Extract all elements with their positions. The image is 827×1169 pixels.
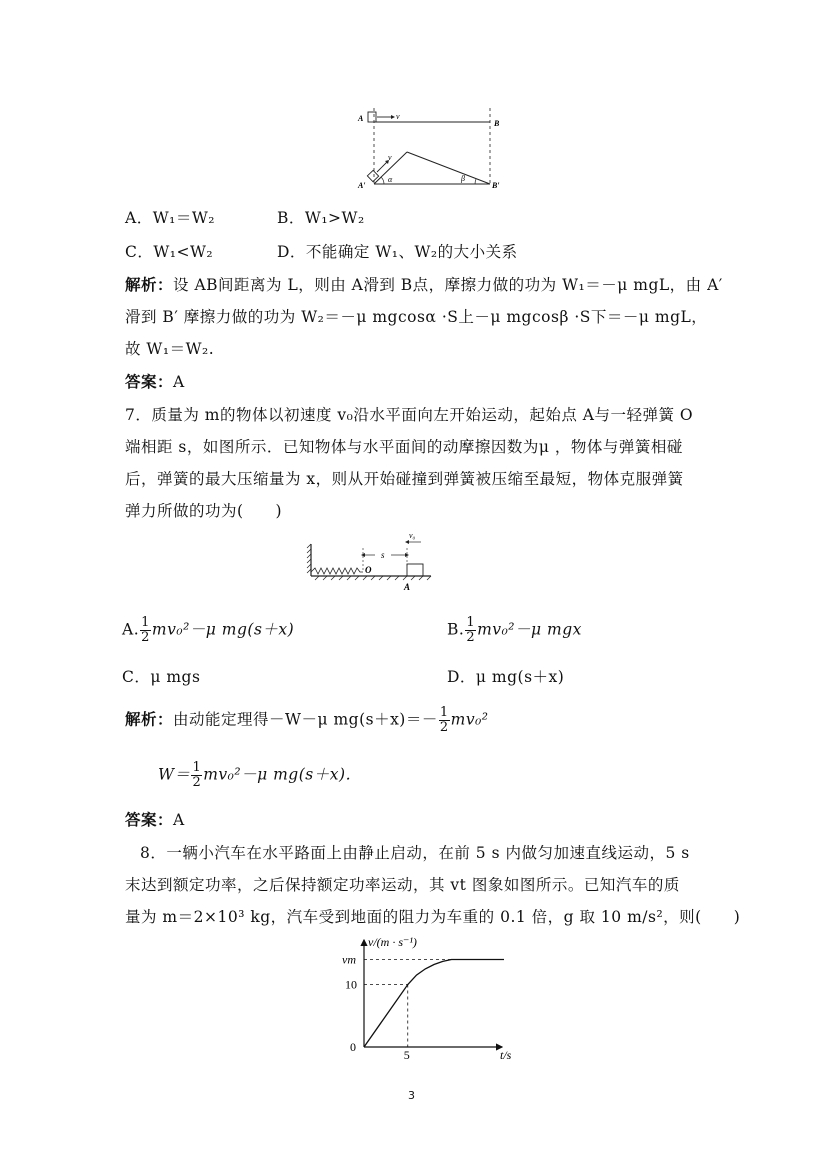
q6-answer-value: A: [173, 373, 185, 391]
label-a: A: [404, 582, 411, 592]
label-a: A: [358, 114, 364, 123]
q6-analysis-line3: 故 W₁＝W₂.: [125, 340, 215, 358]
q7-option-a-prefix: A.: [122, 620, 140, 639]
x-tick-0: 0: [350, 1040, 356, 1054]
q7-option-b-frac: $\frac{1}{2}$: [466, 615, 476, 645]
q6-option-b: B．W₁>W₂: [277, 209, 365, 227]
x-tick-5: 5: [403, 1048, 410, 1062]
q7-answer-label: 答案：: [125, 810, 174, 829]
vt-chart: [338, 932, 528, 1067]
incline-figure: [355, 100, 515, 192]
label-alpha: α: [388, 175, 393, 184]
q7-analysis-frac1: $\frac{1}{2}$: [439, 705, 449, 735]
q7-line3: 后，弹簧的最大压缩量为 x，则从开始碰撞到弹簧被压缩至最短，物体克服弹簧: [125, 470, 684, 488]
q7-analysis-label: 解析：: [125, 709, 174, 729]
q6-answer: [125, 370, 185, 392]
q7-option-d: D．μ mg(s＋x): [447, 668, 565, 686]
q7-analysis-eq2-tail: mv₀²－μ mg(s＋x)．: [203, 765, 362, 784]
block-a-prime: [367, 170, 378, 181]
q7-option-a-frac: $\frac{1}{2}$: [141, 615, 150, 645]
q7-analysis-line1: [125, 706, 489, 735]
q6-option-d: D．不能确定 W₁、W₂的大小关系: [277, 243, 518, 261]
y-axis-label: v/(m · s⁻¹): [368, 935, 417, 949]
incline-right: [407, 152, 490, 184]
q7-analysis-frac2: $\frac{1}{2}$: [192, 760, 202, 790]
q7-option-b-prefix: B.: [447, 620, 465, 639]
block-a: [368, 112, 376, 122]
q7-analysis-line2: [158, 761, 362, 790]
q7-option-c: C．μ mgs: [122, 668, 201, 686]
label-beta: β: [461, 174, 465, 183]
q7-option-b: [447, 616, 582, 645]
q8-line1: 8．一辆小汽车在水平路面上由静止启动，在前 5 s 内做匀加速直线运动，5 s: [140, 844, 690, 862]
q6-analysis-line1: [125, 273, 723, 295]
q8-line3: 量为 m＝2×10³ kg，汽车受到地面的阻力为车重的 0.1 倍，g 取 10 m/s²，则( ): [125, 908, 741, 926]
q6-analysis-line2: 滑到 B′ 摩擦力做的功为 W₂＝－μ mgcosα ·S上－μ mgcosβ ·S下＝－μ mgL，: [125, 308, 708, 326]
q6-answer-label: 答案：: [125, 372, 174, 391]
label-v0: v₀: [409, 531, 416, 540]
q6-option-a: A．W₁＝W₂: [125, 209, 215, 227]
label-s: s: [381, 550, 385, 560]
q7-analysis-eq2-head: W＝: [158, 765, 191, 784]
spring: [311, 568, 363, 574]
label-v2: v: [388, 153, 392, 162]
block-a: [407, 564, 423, 576]
q7-option-a: [122, 616, 294, 645]
label-b: B: [494, 119, 500, 128]
incline-velocity-arrow: [377, 162, 387, 172]
q6-analysis-text1: 设 AB间距离为 L，则由 A滑到 B点，摩擦力做的功为 W₁＝－μ mgL，由 A′: [173, 276, 723, 294]
spring-figure: [305, 528, 435, 593]
q6-option-c: C．W₁<W₂: [125, 243, 214, 261]
page-number: 3: [408, 1089, 415, 1102]
q7-line4: 弹力所做的功为( ): [125, 502, 283, 520]
q7-analysis-eq1: 由动能定理得－W－μ mg(s＋x)＝－: [173, 710, 438, 729]
q7-answer: [125, 808, 185, 830]
vt-curve: [364, 960, 504, 1048]
label-v: v: [396, 112, 400, 121]
q8-line2: 末达到额定功率，之后保持额定功率运动，其 vt 图象如图所示。已知汽车的质: [125, 876, 680, 894]
q7-line1: 7．质量为 m的物体以初速度 v₀沿水平面向左开始运动，起始点 A与一轻弹簧 O: [125, 406, 694, 424]
label-a-prime: A′: [358, 181, 366, 190]
q7-option-a-rest: mv₀²－μ mg(s＋x): [151, 620, 295, 639]
y-tick-vm: vm: [342, 952, 356, 967]
y-tick-10: 10: [345, 977, 357, 992]
wall-hatch: [307, 544, 311, 573]
q7-option-b-rest: mv₀²－μ mgx: [477, 620, 582, 639]
x-axis-label: t/s: [500, 1048, 512, 1062]
q6-analysis-label: 解析：: [125, 275, 174, 294]
label-b-prime: B′: [492, 181, 500, 190]
q7-analysis-eq1-tail: mv₀²: [450, 710, 489, 729]
label-o: O: [365, 565, 372, 575]
q7-answer-value: A: [173, 811, 185, 829]
q7-line2: 端相距 s，如图所示．已知物体与水平面间的动摩擦因数为μ ，物体与弹簧相碰: [125, 438, 683, 456]
